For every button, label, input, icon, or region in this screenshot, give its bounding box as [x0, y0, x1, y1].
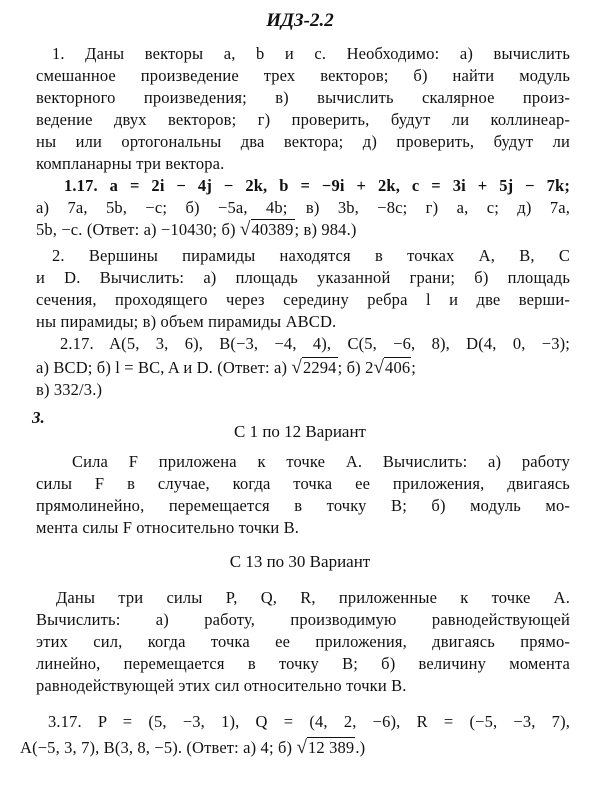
variant317-line2	[20, 738, 570, 758]
problem2-line1: 2. Вершины пирамиды находятся в точках A, B, C	[52, 246, 570, 265]
problem2-line4: ны пирамиды; в) объем пирамиды ABCD.	[36, 312, 337, 331]
problem3a-line4: мента силы F относительно точки B.	[36, 518, 300, 537]
problem3b-line3: этих сил, когда точка ее приложения, двигаясь прямо-	[36, 632, 570, 651]
sqrt-sign: √	[239, 219, 251, 240]
problem1-line3: векторного произведения; в) вычислить скалярное произ-	[36, 88, 570, 107]
problem3b-line1: Даны три силы P, Q, R, приложенные к точке A.	[56, 588, 570, 607]
problem1-line1: 1. Даны векторы a, b и c. Необходимо: а) вычислить	[52, 44, 570, 63]
problem3a-line3: прямолинейно, перемещается в точку B; б) модуль мо-	[36, 496, 570, 515]
variant117-line1: 1.17. a = 2i − 4j − 2k, b = −9i + 2k, c = 3i + 5j − 7k;	[64, 176, 570, 195]
sqrt-sign: √	[291, 357, 302, 378]
variant117-sqrt-value: 40389	[251, 220, 294, 239]
variant217-answer-mid: ; б) 2	[337, 358, 374, 377]
variant117-line2: а) 7a, 5b, −c; б) −5a, 4b; в) 3b, −8c; г) a, c; д) 7a,	[36, 198, 570, 217]
problem1-line6: компланарны три вектора.	[36, 154, 225, 173]
variant317-answer-end: .)	[355, 738, 366, 757]
problem1-line2: смешанное произведение трех векторов; б) найти модуль	[36, 66, 570, 85]
page-title: ИДЗ-2.2	[266, 10, 334, 31]
variant217-sqrt2: 406	[385, 358, 411, 377]
problem3b-line2: Вычислить: а) работу, производимую равнодействующей	[36, 610, 570, 629]
heading-variants-13-30: С 13 по 30 Вариант	[229, 552, 371, 571]
variant217-line1: 2.17. A(5, 3, 6), B(−3, −4, 4), C(5, −6, 8), D(4, 0, −3);	[60, 334, 570, 353]
problem3b-line5: равнодействующей этих сил относительно точки B.	[36, 676, 407, 695]
problem3a-line1: Сила F приложена к точке A. Вычислить: а) работу	[72, 452, 570, 471]
variant317-answer-text: A(−5, 3, 7), B(3, 8, −5). (Ответ: а) 4; б)	[20, 738, 293, 757]
sqrt-sign: √	[373, 357, 385, 378]
heading-variants-1-12: С 1 по 12 Вариант	[234, 422, 366, 441]
sqrt-sign: √	[296, 737, 308, 758]
variant317-sqrt-value: 12 389	[308, 738, 355, 757]
problem3-number: 3.	[32, 408, 45, 427]
variant217-line2	[36, 358, 570, 378]
variant117-line3	[36, 220, 570, 240]
problem3b-line4: линейно, перемещается в точку B; б) величину момента	[36, 654, 570, 673]
problem2-line3: сечения, проходящего через середину ребра l и две верши-	[36, 290, 570, 309]
problem1-line4: ведение двух векторов; г) проверить, будут ли коллинеар-	[36, 110, 570, 129]
variant117-answer-text: 5b, −c. (Ответ: а) −10430; б)	[36, 220, 236, 239]
variant217-answer-text: а) BCD; б) l = BC, A и D. (Ответ: а)	[36, 358, 288, 377]
variant317-line1: 3.17. P = (5, −3, 1), Q = (4, 2, −6), R = (−5, −3, 7),	[48, 712, 570, 731]
variant217-line3: в) 332/3.)	[36, 380, 103, 399]
variant217-sqrt1: 2294	[302, 358, 337, 377]
problem1-line5: ны или ортогональны два вектора; д) проверить, будут ли	[36, 132, 570, 151]
variant117-answer-end: ; в) 984.)	[294, 220, 357, 239]
problem2-line2: и D. Вычислить: а) площадь указанной грани; б) площадь	[36, 268, 570, 287]
variant217-answer-end: ;	[411, 358, 416, 377]
problem3a-line2: силы F в случае, когда точка ее приложения, двигаясь	[36, 474, 570, 493]
